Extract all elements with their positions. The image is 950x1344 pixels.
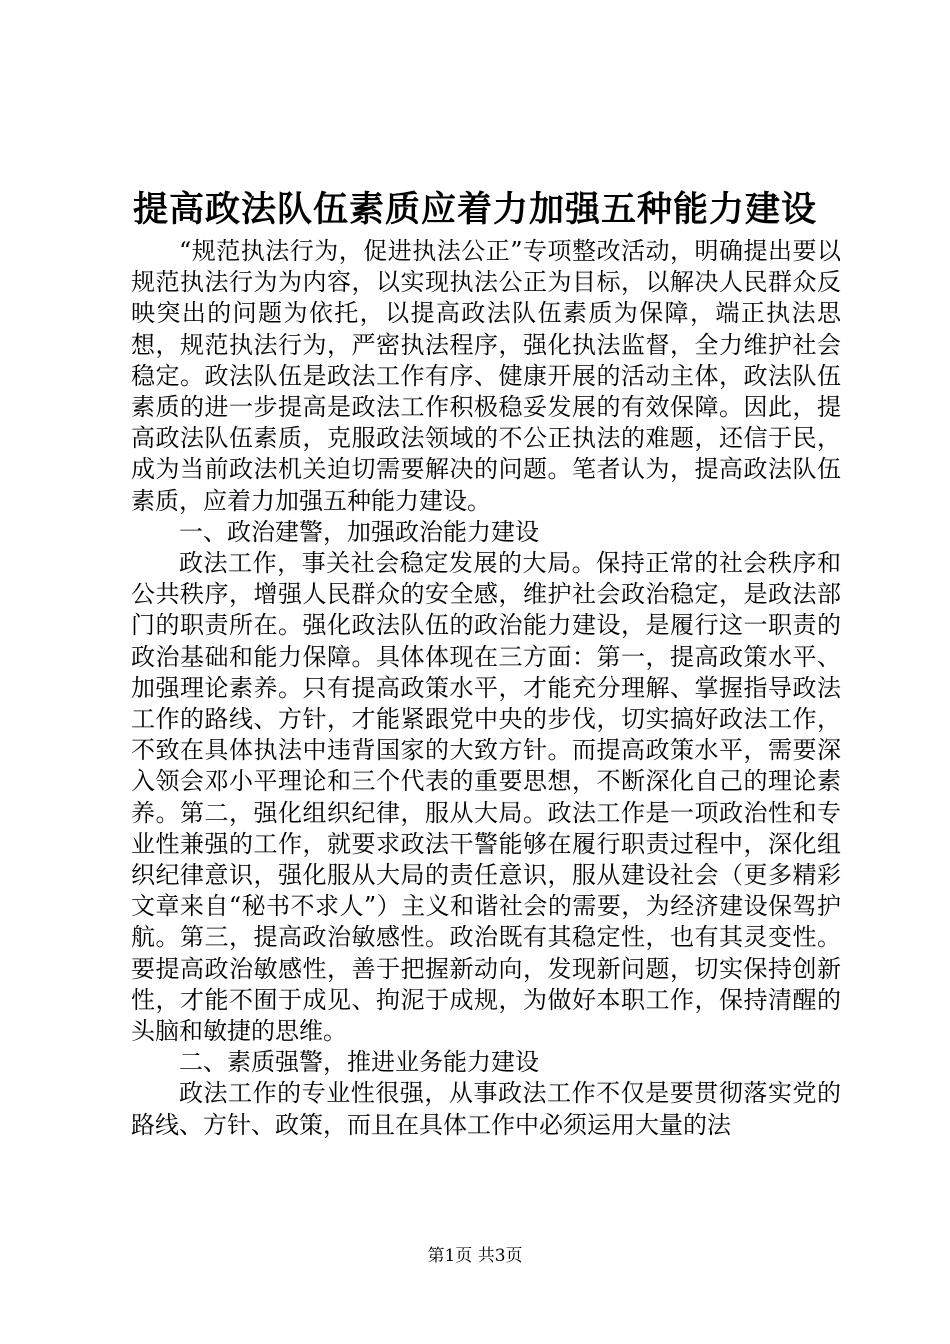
document-title: 提高政法队伍素质应着力加强五种能力建设 [132, 190, 817, 230]
paragraph-intro: “规范执法行为，促进执法公正”专项整改活动，明确提出要以规范执法行为为内容，以实现执法公正为目标，以解决人民群众反映突出的问题为依托，以提高政法队伍素质为保障，端正执法思想，规范执法行为，严密执法程序，强化执法监督，全力维护社会稳定。政法队伍是政法工作有序、健康开展的活动主体，政法队伍素质的进一步提高是政法工作积极稳妥发展的有效保障。因此，提高政法队伍素质，克服政法领域的不公正执法的难题，还信于民，成为当前政法机关迫切需要解决的问题。笔者认为，提高政法队伍素质，应着力加强五种能力建设。 [131, 237, 841, 515]
paragraph-section-1: 政法工作，事关社会稳定发展的大局。保持正常的社会秩序和公共秩序，增强人民群众的安全感，维护社会政治稳定，是政法部门的职责所在。强化政法队伍的政治能力建设，是履行这一职责的政治基础和能力保障。具体体现在三方面：第一，提高政策水平、加强理论素养。只有提高政策水平，才能充分理解、掌握指导政法工作的路线、方针，才能紧跟党中央的步伐，切实搞好政法工作，不致在具体执法中违背国家的大致方针。而提高政策水平，需要深入领会邓小平理论和三个代表的重要思想，不断深化自己的理论素养。第二，强化组织纪律，服从大局。政法工作是一项政治性和专业性兼强的工作，就要求政法干警能够在履行职责过程中，深化组织纪律意识，强化服从大局的责任意识，服从建设社会（更多精彩文章来自“秘书不求人”）主义和谐社会的需要，为经济建设保驾护航。第三，提高政治敏感性。政治既有其稳定性，也有其灵变性。要提高政治敏感性，善于把握新动向，发现新问题，切实保持创新性，才能不囿于成见、拘泥于成规，为做好本职工作，保持清醒的头脑和敏捷的思维。 [131, 549, 841, 1046]
paragraph-section-2: 政法工作的专业性很强，从事政法工作不仅是要贯彻落实党的路线、方针、政策，而且在具体工作中必须运用大量的法 [131, 1079, 841, 1139]
page-footer: 第1页 共3页 [427, 1246, 523, 1266]
section-heading-2: 二、素质强警，推进业务能力建设 [179, 1048, 539, 1077]
document-body [131, 236, 841, 1141]
section-heading-1: 一、政治建警，加强政治能力建设 [179, 517, 539, 546]
